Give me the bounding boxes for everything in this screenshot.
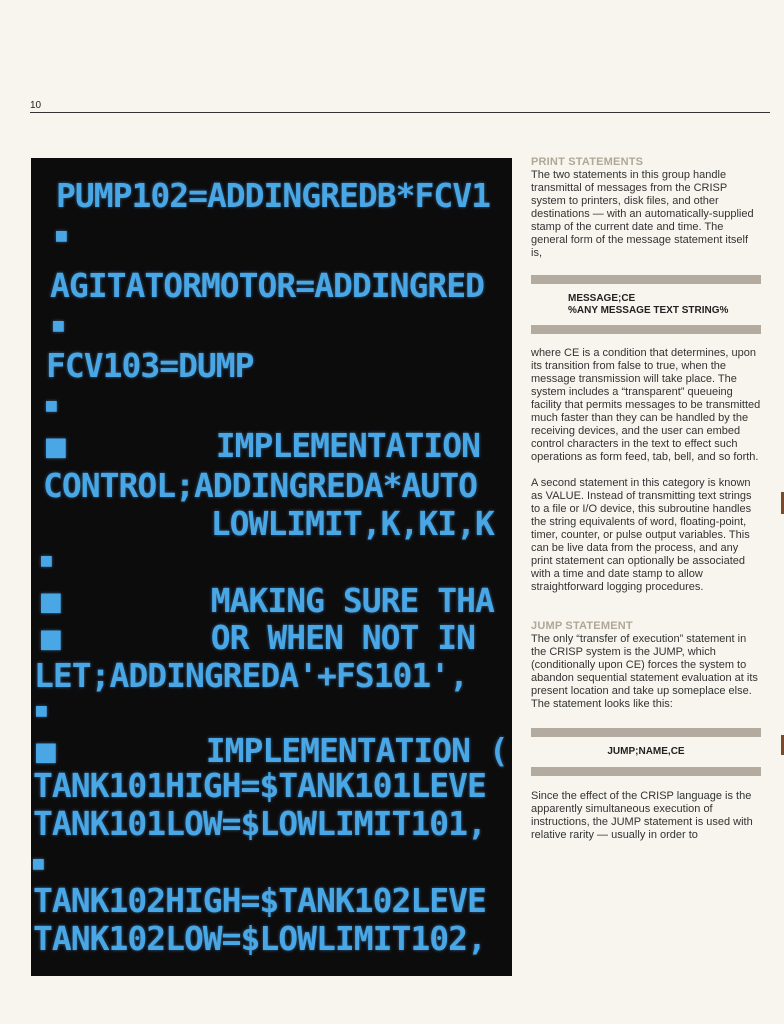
screen-code-line: TANK101HIGH=$TANK101LEVE (33, 766, 486, 805)
print-statements-heading: PRINT STATEMENTS (531, 156, 644, 168)
screen-code-line: TANK102LOW=$LOWLIMIT102, (33, 919, 486, 958)
header-rule (30, 112, 770, 113)
code-box-top-bar (531, 275, 761, 284)
screen-code-line: ■ MAKING SURE THA (41, 581, 494, 620)
terminal-screen-photo (31, 158, 512, 976)
screen-code-line: ■ IMPLEMENTATION ( (36, 731, 508, 770)
message-code-line: MESSAGE;CE (568, 293, 636, 304)
page-number: 10 (30, 100, 42, 111)
message-code-line: %ANY MESSAGE TEXT STRING% (568, 305, 729, 316)
screen-code-line: ■ (46, 395, 56, 416)
print-statements-section (531, 156, 761, 260)
screen-code-line: LET;ADDINGREDA'+FS101', (34, 656, 468, 695)
code-box-top-bar (531, 728, 761, 737)
screen-code-line: ■ (53, 315, 63, 336)
screen-code-line: ■ (33, 853, 43, 874)
code-box-bottom-bar (531, 325, 761, 334)
jump-statement-code: JUMP;NAME,CE (607, 746, 685, 757)
screen-code-line: TANK101LOW=$LOWLIMIT101, (33, 804, 486, 843)
print-statements-intro: The two statements in this group handle transmittal of messages from the CRISP system to printers, disk files, and other destinations — with an automatically-supplied stamp of the current date and time. The general form of the message statement itself is, (531, 169, 754, 259)
screen-code-line: LOWLIMIT,K,KI,K (41, 504, 494, 543)
screen-code-line: ■ OR WHEN NOT IN (41, 618, 475, 657)
jump-statement-paragraph: Since the effect of the CRISP language is the apparently simultaneous execution of instructions, the JUMP statement is used with relative rarity — usually in order to (531, 790, 753, 841)
jump-statement-section (531, 620, 761, 711)
value-statement-paragraph: A second statement in this category is known as VALUE. Instead of transmitting text strings to a file or I/O device, this subroutine handles the string equivalents of word, floating-point, timer, counter, or pulse output variables. This can be live data from the process, and any print statement can optionally be associated with a time and date stamp to allow straightforward logging procedures. (531, 477, 752, 593)
jump-statement-heading: JUMP STATEMENT (531, 620, 633, 632)
print-statements-body (531, 347, 761, 594)
screen-code-line: CONTROL;ADDINGREDA*AUTO (43, 466, 477, 505)
screen-code-line: AGITATORMOTOR=ADDINGRED (50, 266, 484, 305)
jump-statement-intro: The only “transfer of execution” statement in the CRISP system is the JUMP, which (conditionally upon CE) forces the system to abandon sequential statement evaluation at its present location and take up someplace else. The statement looks like this: (531, 633, 758, 710)
screen-code-line: PUMP102=ADDINGREDB*FCV1 (56, 176, 490, 215)
code-box-bottom-bar (531, 767, 761, 776)
screen-code-line: ■ (56, 225, 66, 246)
screen-code-line: ■ (36, 700, 46, 721)
jump-statement-body (531, 790, 761, 842)
screen-code-line: ■ IMPLEMENTATION (46, 426, 480, 465)
screen-code-line: TANK102HIGH=$TANK102LEVE (33, 881, 486, 920)
print-statements-paragraph: where CE is a condition that determines, upon its transition from false to true, when the message transmission will take place. The system includes a “transparent” queueing facility that permits messages to be transmitted much faster than they can be handled by the receiving devices, and the user can embed control characters in the text to effect such operations as form feed, tab, bell, and so forth. (531, 347, 761, 463)
message-statement-code (531, 293, 761, 317)
screen-code-line: ■ (41, 550, 51, 571)
screen-code-line: FCV103=DUMP (46, 346, 254, 385)
